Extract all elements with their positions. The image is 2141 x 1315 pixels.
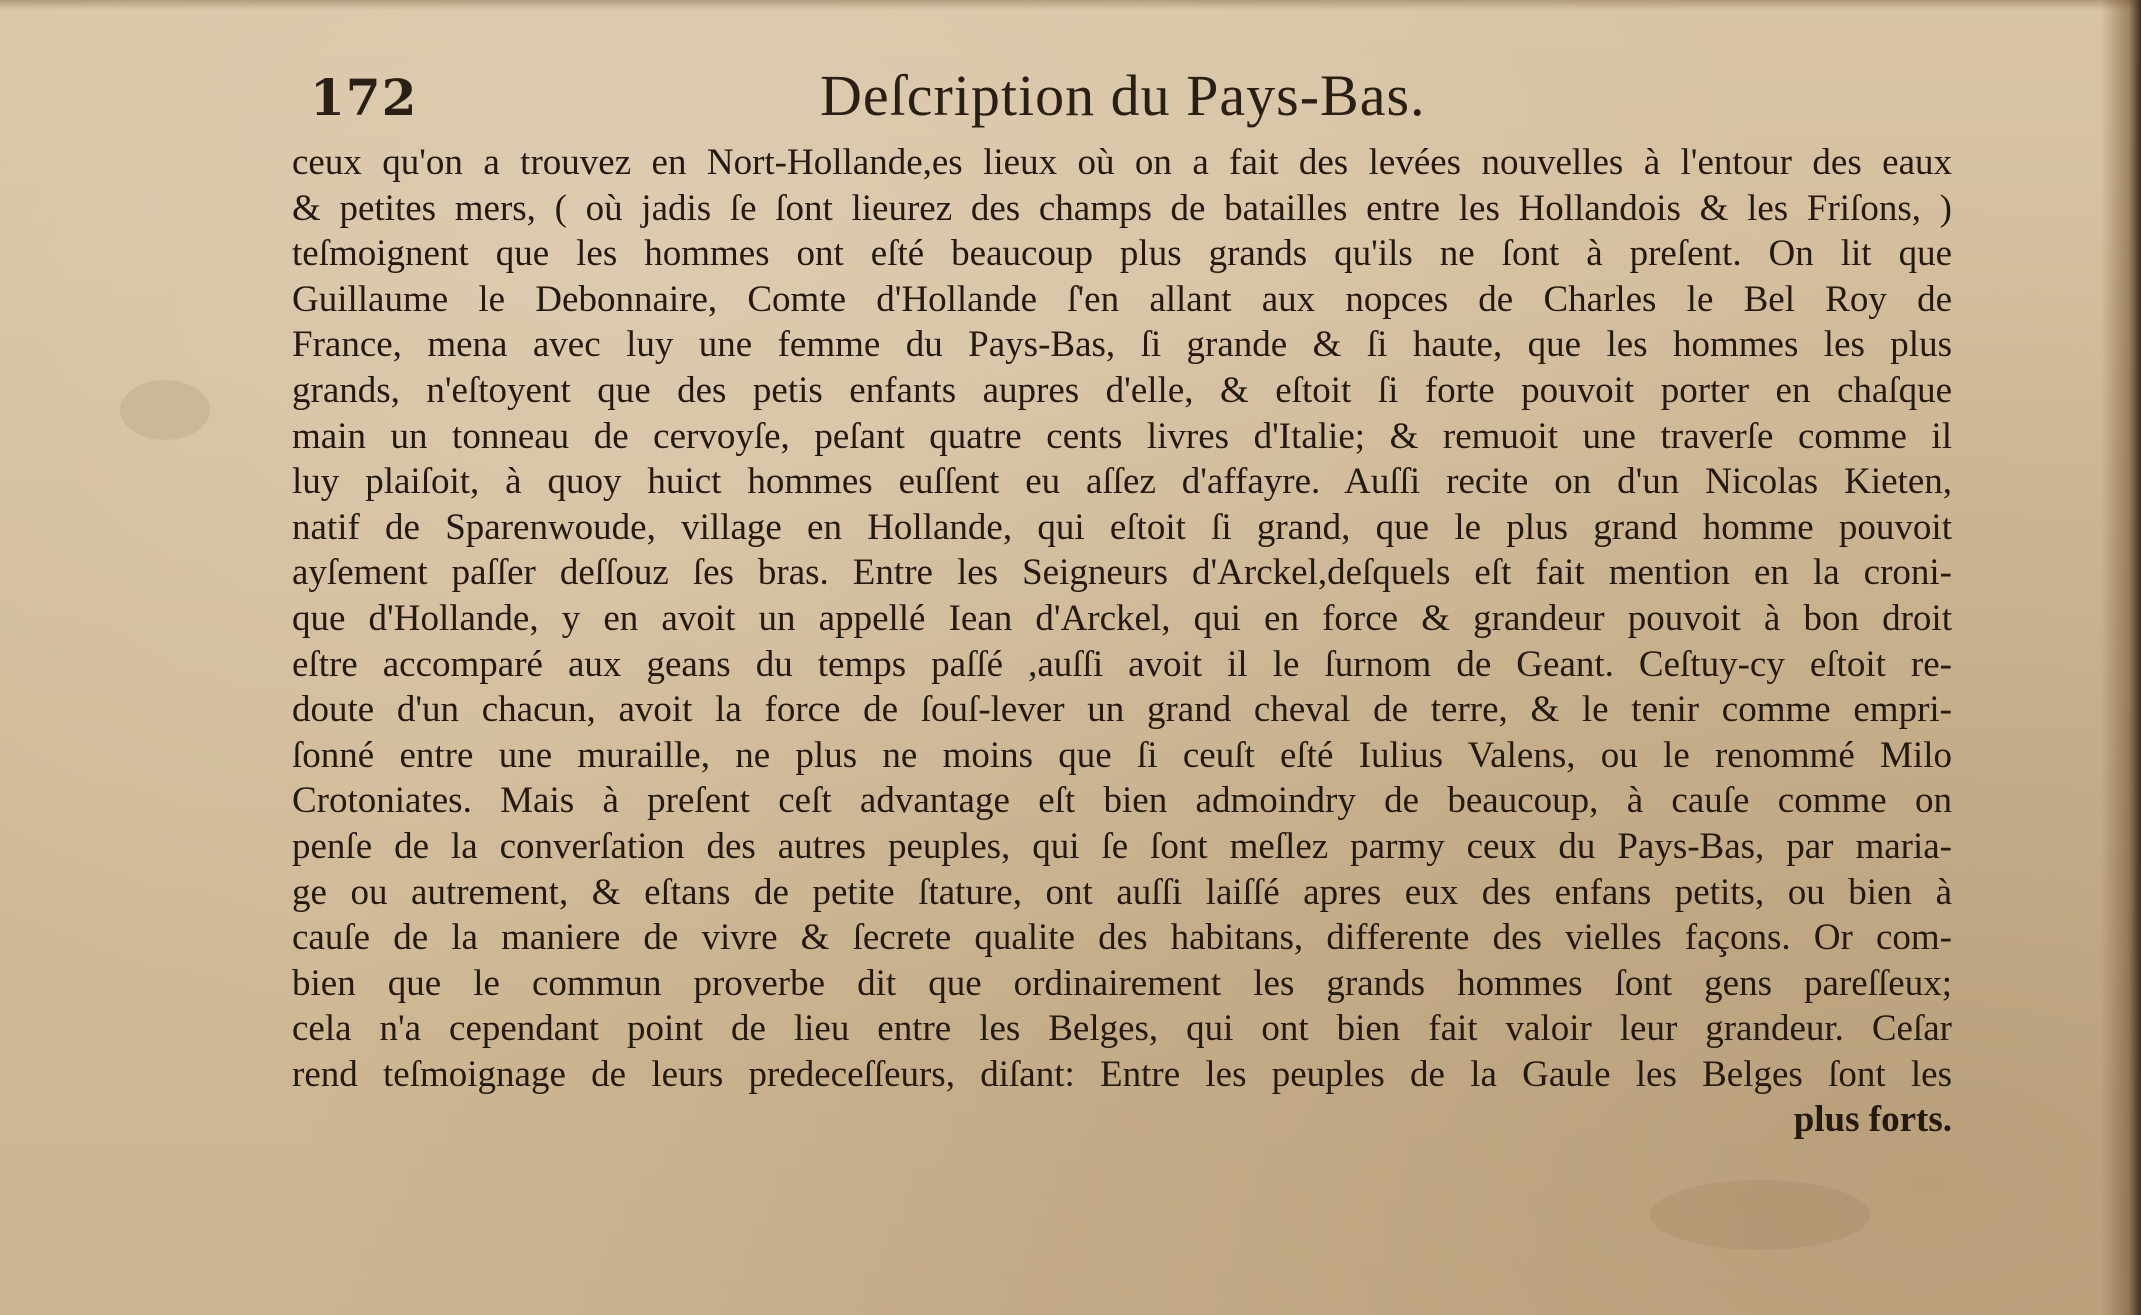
text-line: bien que le commun proverbe dit que ordinairement les grands hommes ſont gens pareſſeux;	[292, 962, 1952, 1004]
text-line: ge ou autrement, & eſtans de petite ſtature, ont auſſi laiſſé apres eux des enfans petits, ou bien à	[292, 871, 1952, 913]
text-line: luy plaiſoit, à quoy huict hommes euſſent eu aſſez d'affayre. Auſſi recite on d'un Nicolas Kieten,	[292, 461, 1952, 503]
text-line: doute d'un chacun, avoit la force de ſouſ-lever un grand cheval de terre, & le tenir comme empri-	[292, 689, 1952, 731]
text-line: eſtre accomparé aux geans du temps paſſé ,auſſi avoit il le ſurnom de Geant. Ceſtuy-cy eſtoit re-	[292, 643, 1952, 685]
paper-stain	[1650, 1180, 1870, 1250]
text-line: natif de Sparenwoude, village en Hollande, qui eſtoit ſi grand, que le plus grand homme pouvoit	[292, 506, 1952, 548]
text-line: rend teſmoignage de leurs predeceſſeurs, diſant: Entre les peuples de la Gaule les Belges ſont les	[292, 1053, 1952, 1095]
text-line: que d'Hollande, y en avoit un appellé Iean d'Arckel, qui en force & grandeur pouvoit à bon droit	[292, 597, 1952, 639]
text-line: & petites mers, ( où jadis ſe ſont lieurez des champs de batailles entre les Hollandois & les Friſons, )	[292, 187, 1952, 229]
page-top-shadow	[0, 0, 2141, 10]
text-line: penſe de la converſation des autres peuples, qui ſe ſont meſlez parmy ceux du Pays-Bas, par maria-	[292, 825, 1952, 867]
text-line: cauſe de la maniere de vivre & ſecrete qualite des habitans, differente des vielles façons. Or com-	[292, 917, 1952, 959]
text-line: main un tonneau de cervoyſe, peſant quatre cents livres d'Italie; & remuoit une traverſe comme il	[292, 415, 1952, 457]
page-number: 172	[310, 68, 418, 127]
page-header	[300, 62, 1960, 142]
paper-stain	[120, 380, 210, 440]
text-line: ayſement paſſer deſſouz ſes bras. Entre les Seigneurs d'Arckel,deſquels eſt fait mention en la croni-	[292, 552, 1952, 594]
text-line: Guillaume le Debonnaire, Comte d'Hollande ſ'en allant aux nopces de Charles le Bel Roy de	[292, 278, 1952, 320]
text-line: ſonné entre une muraille, ne plus ne moins que ſi ceuſt eſté Iulius Valens, ou le renommé Milo	[292, 734, 1952, 776]
page-gutter-shadow	[2101, 0, 2141, 1315]
text-line: grands, n'eſtoyent que des petis enfants aupres d'elle, & eſtoit ſi forte pouvoit porter en chaſque	[292, 369, 1952, 411]
body-text	[292, 140, 1952, 1143]
text-line-last: plus forts.	[1793, 1099, 1952, 1141]
running-title: Deſcription du Pays-Bas.	[820, 63, 1426, 128]
text-line: cela n'a cependant point de lieu entre les Belges, qui ont bien fait valoir leur grandeur. Ceſar	[292, 1008, 1952, 1050]
text-line: Crotoniates. Mais à preſent ceſt advantage eſt bien admoindry de beaucoup, à cauſe comme on	[292, 780, 1952, 822]
text-line: ceux qu'on a trouvez en Nort-Hollande,es lieux où on a fait des levées nouvelles à l'entour des eaux	[292, 142, 1952, 183]
text-line: France, mena avec luy une femme du Pays-Bas, ſi grande & ſi haute, que les hommes les plus	[292, 324, 1952, 366]
text-line: teſmoignent que les hommes ont eſté beaucoup plus grands qu'ils ne ſont à preſent. On lit que	[292, 233, 1952, 275]
